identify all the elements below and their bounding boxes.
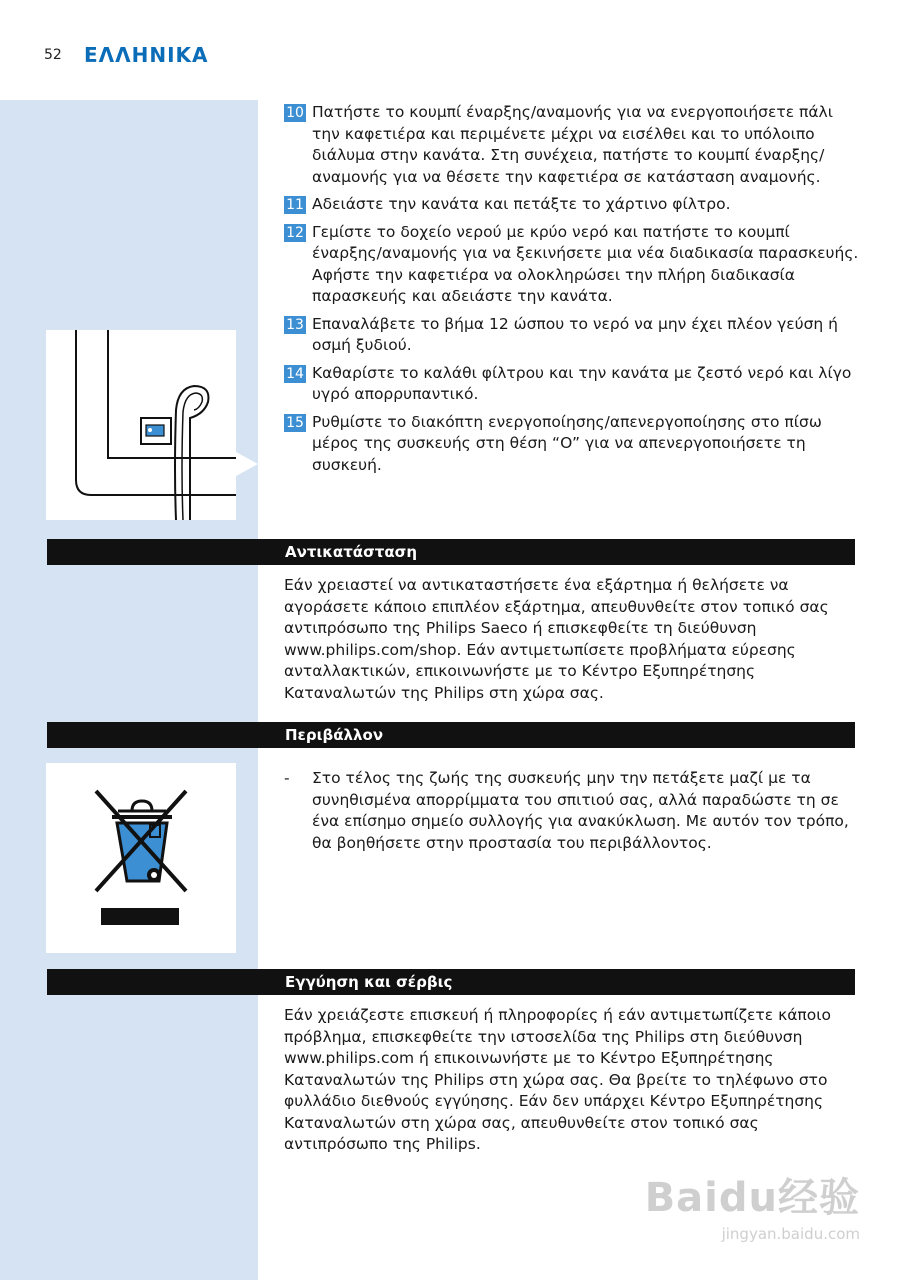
section-header-environment [47,722,855,748]
step-number: 10 [284,104,306,122]
step-number: 15 [284,414,306,432]
step-number: 13 [284,316,306,334]
appliance-switch-icon [46,330,236,520]
step-item [284,222,864,308]
section-title: Εγγύηση και σέρβις [285,973,453,991]
section-title: Αντικατάσταση [285,543,418,561]
guarantee-body: Εάν χρειάζεστε επισκευή ή πληροφορίες ή εάν αντιμετωπίζετε κάποιο πρόβλημα, επισκεφθείτε την ιστοσελίδα της Philips στη διεύθυνση www.philips.com ή επικοινωνήστε με το Κέντρο Εξυπηρέτησης Καταναλωτών της Philips στη χώρα σας. Θα βρείτε το τηλέφωνο στο φυλλάδιο διεθνούς εγγύησης. Εάν δεν υπάρχει Κέντρο Εξυπηρέτησης Καταναλωτών στη χώρα σας, απευθυνθείτε στον τοπικό σας αντιπρόσωπο της Philips. [284,1006,831,1153]
step-text: Ρυθμίστε το διακόπτη ενεργοποίησης/απενεργοποίησης στο πίσω μέρος της συσκευής στη θέση “O” για να απενεργοποιήσετε τη συσκευή. [312,412,822,474]
weee-illustration [46,763,236,953]
language-heading: ΕΛΛΗΝΙΚΑ [84,43,209,67]
step-item [284,412,864,477]
illustration-pointer [236,452,258,476]
step-number: 11 [284,196,306,214]
section-header-replacement [47,539,855,565]
switch-illustration [46,330,236,520]
step-text: Αδειάστε την κανάτα και πετάξτε το χάρτινο φίλτρο. [312,195,731,213]
step-item [284,314,864,357]
watermark [640,1166,860,1243]
step-item [284,363,864,406]
step-text: Πατήστε το κουμπί έναρξης/αναμονής για να ενεργοποιήσετε πάλι την καφετιέρα και περιμένετε μέχρι να εισέλθει και το υπόλοιπο διάλυμα στην κανάτα. Στη συνέχεια, πατήστε το κουμπί έναρξης/αναμονής για να θέσετε την καφετιέρα σε κατάσταση αναμονής. [312,103,833,186]
step-text: Επαναλάβετε το βήμα 12 ώσπου το νερό να μην έχει πλέον γεύση ή οσμή ξυδιού. [312,314,838,354]
step-number: 14 [284,365,306,383]
bullet-marker: - [284,769,290,787]
section-title: Περιβάλλον [285,726,384,744]
environment-bullet [284,768,864,854]
crossed-bin-icon [46,763,236,953]
step-text: Γεμίστε το δοχείο νερού με κρύο νερό και πατήστε το κουμπί έναρξης/αναμονής για να ξεκινήσετε μια νέα διαδικασία παρασκευής. Αφήστε την καφετιέρα να ολοκληρώσει την πλήρη διαδικασία παρασκευής και αδειάστε την κανάτα. [312,222,859,305]
page-number: 52 [44,47,62,63]
watermark-logo: Baidu经验 [644,1175,860,1221]
step-item [284,102,864,188]
step-text: Καθαρίστε το καλάθι φίλτρου και την κανάτα με ζεστό νερό και λίγο υγρό απορρυπαντικό. [312,363,852,403]
steps-list [284,102,864,482]
section-header-guarantee [47,969,855,995]
replacement-body: Εάν χρειαστεί να αντικαταστήσετε ένα εξάρτημα ή θελήσετε να αγοράσετε κάποιο επιπλέον εξάρτημα, απευθυνθείτε στον τοπικό σας αντιπρόσωπο της Philips Saeco ή επισκεφθείτε τη διεύθυνση www.philips.com/shop. Εάν αντιμετωπίσετε προβλήματα εύρεσης ανταλλακτικών, επικοινωνήστε με το Κέντρο Εξυπηρέτησης Καταναλωτών της Philips στη χώρα σας. [284,576,829,702]
step-number: 12 [284,224,306,242]
watermark-url: jingyan.baidu.com [721,1225,860,1243]
sidebar-background [0,100,258,1280]
step-item [284,194,864,216]
bullet-text: Στο τέλος της ζωής της συσκευής μην την πετάξετε μαζί με τα συνηθισμένα απορρίμματα του σπιτιού σας, αλλά παραδώστε τη σε ένα επίσημο σημείο συλλογής για ανακύκλωση. Με αυτόν τον τρόπο, θα βοηθήσετε στην προστασία του περιβάλλοντος. [312,769,849,852]
